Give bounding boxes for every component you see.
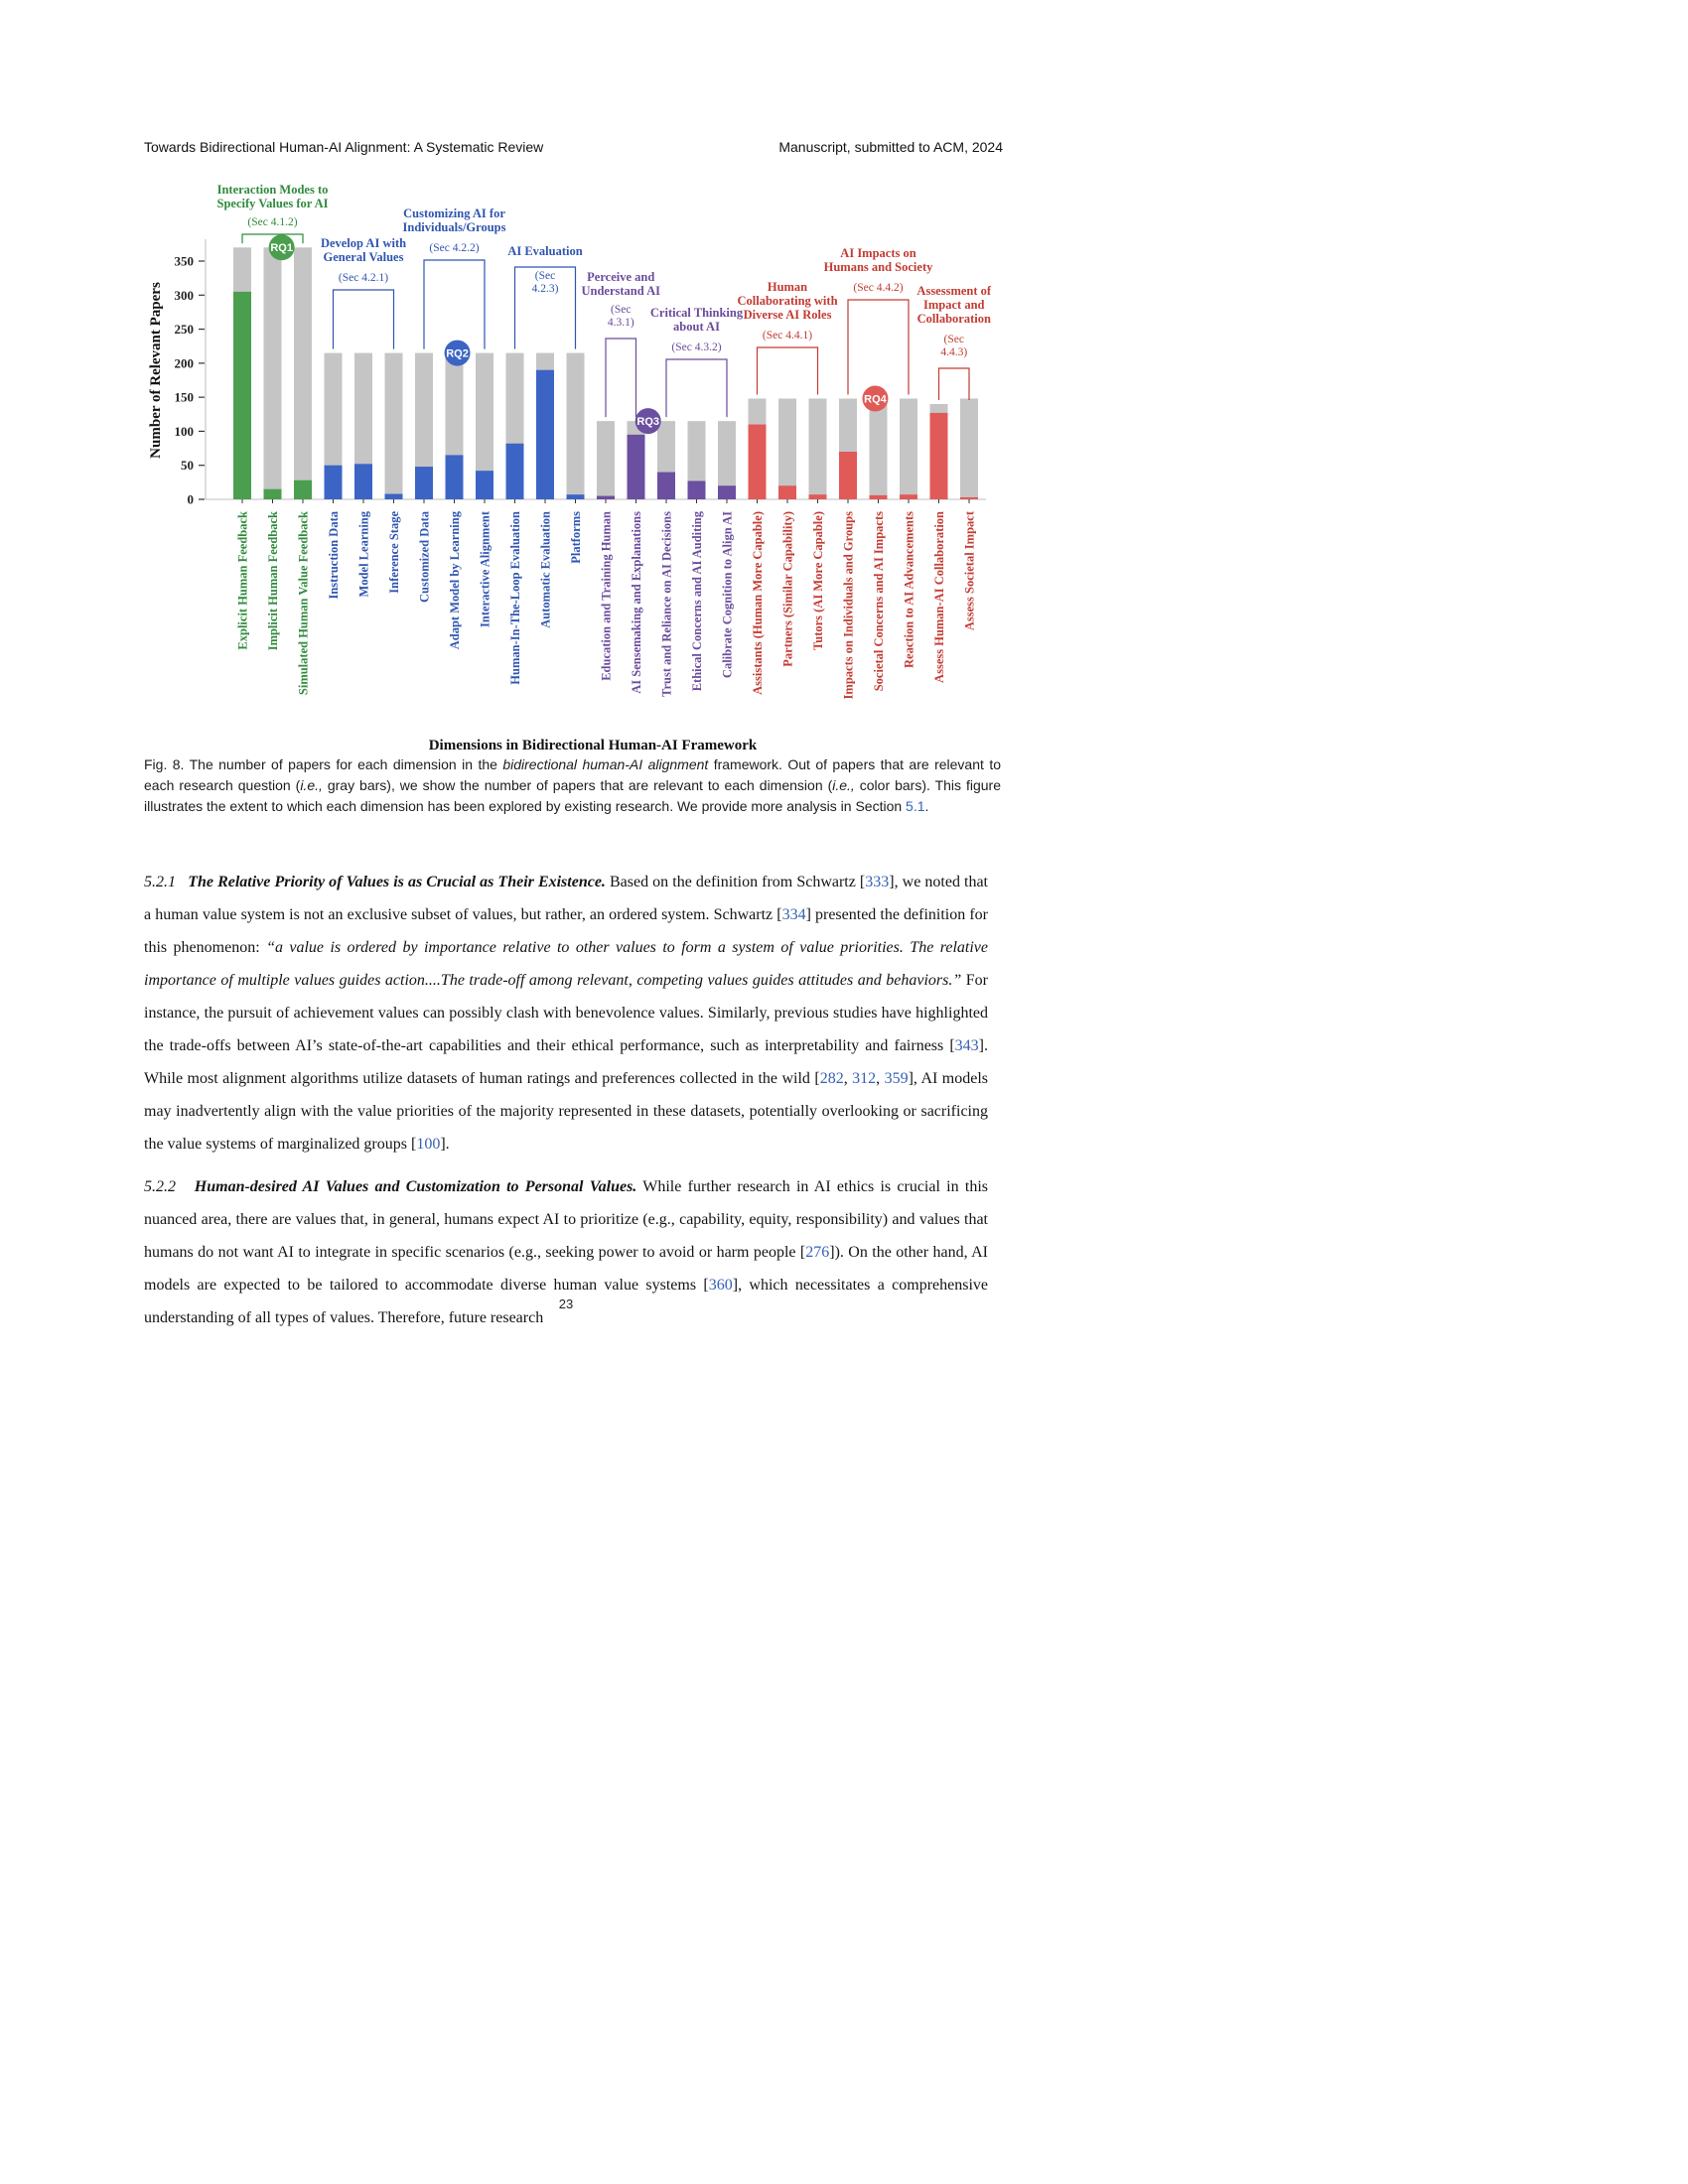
bar-colored	[385, 494, 403, 499]
ref-link[interactable]: 282	[819, 1070, 844, 1087]
text-run: ], we noted that a human value system is not an exclusive subset of values, but rather, an ordered system. Schwartz [	[144, 874, 989, 923]
text-run: ].	[440, 1136, 450, 1153]
x-tick-label: Adapt Model by Learning	[448, 511, 462, 650]
ref-link[interactable]: 360	[708, 1277, 733, 1294]
rq-badge-label: RQ2	[446, 347, 469, 360]
x-tick-label: Reaction to AI Advancements	[902, 511, 916, 668]
text-run: ] presented the definition for this phenomenon:	[144, 906, 989, 956]
text-run	[176, 1178, 195, 1195]
section-5-2-1-paragraph	[144, 866, 988, 1160]
annotation-bracket	[424, 260, 485, 349]
annotation-section-ref: (Sec 4.4.2)	[853, 282, 904, 294]
annotation-bracket	[606, 339, 636, 417]
x-tick-label: Calibrate Cognition to Align AI	[720, 511, 735, 679]
bar-chart	[144, 182, 1018, 765]
text-run: framework. Out of papers that are relevant to each research question (	[144, 756, 1001, 793]
bar-colored	[778, 485, 796, 499]
bar-gray	[900, 399, 917, 499]
text-run: ]. While most alignment algorithms utilize datasets of human ratings and preferences collected in the wild [	[144, 1037, 988, 1087]
bar-colored	[688, 480, 706, 499]
body-text	[144, 866, 988, 1334]
rq-badge-label: RQ1	[270, 242, 293, 255]
y-tick-label: 0	[187, 491, 194, 507]
ref-link[interactable]: 312	[852, 1070, 877, 1087]
text-run: Human-desired AI Values and Customization to Personal Values.	[194, 1178, 637, 1195]
annotation-section-ref: (Sec 4.4.1)	[762, 330, 813, 341]
x-tick-label: Ethical Concerns and AI Auditing	[690, 511, 704, 692]
figure-caption	[144, 754, 1001, 817]
x-tick-label: Instruction Data	[327, 511, 341, 600]
y-tick-label: 200	[174, 355, 194, 371]
bar-gray	[809, 399, 827, 499]
annotation-section-ref: (Sec 4.1.2)	[247, 216, 298, 228]
bar-gray	[385, 353, 403, 499]
bar-colored	[657, 473, 675, 499]
bar-colored	[354, 464, 372, 499]
x-tick-label: Model Learning	[356, 511, 371, 598]
figure-8	[144, 182, 1018, 765]
y-tick-label: 250	[174, 322, 194, 338]
annotation-section-ref: (Sec 4.2.1)	[338, 272, 389, 284]
bar-colored	[930, 413, 948, 499]
x-tick-label: Assess Societal Impact	[962, 511, 977, 631]
annotation-section-ref: 4.3.1)	[607, 317, 634, 329]
y-tick-label: 350	[174, 253, 194, 269]
annotation-bracket	[758, 347, 818, 395]
annotation-label: Individuals/Groups	[402, 220, 506, 234]
text-run: gray bars), we show the number of papers that are relevant to each dimension (	[322, 777, 833, 793]
annotation-section-ref: (Sec	[943, 334, 964, 345]
bar-colored	[628, 435, 645, 499]
annotation-section-ref: 4.4.3)	[940, 346, 968, 358]
annotation-section-ref: (Sec 4.3.2)	[671, 341, 722, 353]
text-run: 5.2.2	[144, 1178, 176, 1195]
text-run	[176, 874, 188, 890]
bar-gray	[597, 421, 615, 499]
x-tick-label: Assess Human-AI Collaboration	[932, 511, 946, 683]
x-tick-label: Trust and Reliance on AI Decisions	[659, 511, 674, 697]
text-run: Based on the definition from Schwartz [	[605, 874, 866, 890]
bar-colored	[870, 495, 888, 499]
bar-colored	[294, 480, 312, 499]
annotation-label: Customizing AI for	[403, 206, 505, 220]
annotation-label: Collaborating with	[737, 294, 838, 308]
page-number: 23	[558, 1297, 574, 1311]
x-tick-label: Education and Training Human	[599, 511, 614, 681]
y-tick-label: 300	[174, 287, 194, 303]
x-tick-label: Assistants (Human More Capable)	[751, 511, 765, 695]
annotation-label: Critical Thinking	[649, 306, 744, 320]
annotation-bracket	[334, 290, 394, 349]
bar-gray	[778, 399, 796, 499]
text-run: “a value is ordered by importance relative to other values to form a system of value priorities. The relative importance of multiple values guides action....The trade-off among relevant, competing values guides attitudes and behaviors.”	[144, 939, 988, 989]
text-run: The Relative Priority of Values is as Crucial as Their Existence.	[188, 874, 606, 890]
annotation-section-ref: (Sec	[534, 270, 556, 282]
annotation-label: Specify Values for AI	[216, 197, 329, 210]
ref-link[interactable]: 334	[781, 906, 806, 923]
bar-gray	[567, 353, 585, 499]
annotation-label: Perceive and	[587, 270, 655, 284]
y-tick-label: 50	[181, 458, 194, 474]
ref-link[interactable]: 100	[416, 1136, 441, 1153]
bar-colored	[718, 485, 736, 499]
text-run: bidirectional human-AI alignment	[502, 756, 709, 772]
x-tick-label: Societal Concerns and AI Impacts	[872, 511, 886, 692]
bar-colored	[749, 425, 767, 499]
annotation-section-ref: (Sec	[611, 304, 632, 316]
annotation-label: Human	[767, 280, 808, 294]
annotation-label: Impact and	[923, 298, 985, 312]
annotation-label: AI Evaluation	[507, 244, 583, 258]
x-tick-label: Customized Data	[417, 511, 432, 604]
ref-link[interactable]: 5.1	[906, 798, 925, 814]
bar-colored	[839, 452, 857, 499]
y-tick-label: 150	[174, 389, 194, 405]
x-tick-label: Partners (Similar Capability)	[780, 511, 795, 667]
text-run: ,	[843, 1070, 853, 1087]
y-tick-label: 100	[174, 423, 194, 439]
bar-colored	[233, 292, 251, 499]
annotation-label: Interaction Modes to	[216, 183, 329, 197]
annotation-label: AI Impacts on	[840, 246, 916, 260]
annotation-label: Assessment of	[916, 284, 992, 298]
annotation-label: Develop AI with	[320, 236, 407, 250]
x-axis-title: Dimensions in Bidirectional Human-AI Framework	[428, 738, 758, 753]
text-run: While further research in AI ethics is crucial in this nuanced area, there are values that, in general, humans expect AI to prioritize (e.g., capability, equity, responsibility) and values that humans do not want AI to integrate in specific scenarios (e.g., seeking power to avoid or harm people [	[144, 1178, 989, 1261]
text-run: i.e.,	[300, 777, 323, 793]
x-tick-label: Platforms	[569, 511, 583, 564]
x-tick-label: Explicit Human Feedback	[235, 511, 250, 650]
bar-colored	[476, 471, 493, 499]
page-header	[144, 139, 1003, 155]
bar-colored	[506, 444, 524, 499]
x-tick-label: Impacts on Individuals and Groups	[841, 511, 856, 700]
x-tick-label: Automatic Evaluation	[538, 511, 553, 628]
annotation-section-ref: 4.2.3)	[531, 283, 559, 295]
x-tick-label: Implicit Human Feedback	[266, 511, 280, 651]
bar-gray	[294, 247, 312, 499]
x-tick-label: Simulated Human Value Feedback	[296, 511, 311, 696]
rq-badge-label: RQ3	[636, 415, 660, 428]
annotation-bracket	[666, 359, 727, 417]
bar-colored	[536, 370, 554, 499]
text-run: 5.2.1	[144, 874, 176, 890]
bar-colored	[960, 497, 978, 499]
text-run: .	[924, 798, 929, 814]
ref-link[interactable]: 359	[884, 1070, 909, 1087]
bar-colored	[567, 494, 585, 499]
bar-colored	[415, 467, 433, 499]
x-tick-label: Interactive Alignment	[478, 511, 492, 627]
annotation-label: Diverse AI Roles	[743, 308, 832, 322]
x-tick-label: Tutors (AI More Capable)	[811, 511, 825, 650]
text-run: color bars). This figure illustrates the extent to which each dimension has been explored by existing research. We provide more analysis in Section	[144, 777, 1002, 814]
text-run: i.e.,	[832, 777, 855, 793]
bar-gray	[870, 399, 888, 499]
running-title: Towards Bidirectional Human-AI Alignment: A Systematic Review	[144, 139, 544, 155]
y-axis-title: Number of Relevant Papers	[148, 282, 164, 459]
bar-gray	[960, 399, 978, 499]
ref-link[interactable]: 276	[805, 1244, 830, 1261]
annotation-bracket	[848, 300, 909, 395]
annotation-label: General Values	[323, 250, 404, 264]
bar-colored	[446, 455, 464, 499]
text-run: For instance, the pursuit of achievement values can possibly clash with benevolence values. Similarly, previous studies have highlighted the trade-offs between AI’s state-of-the-art capabilities and their ethical performance, such as interpretability and fairness [	[144, 972, 988, 1054]
text-run: ,	[876, 1070, 885, 1087]
bar-colored	[900, 494, 917, 499]
x-tick-label: AI Sensemaking and Explanations	[630, 511, 643, 694]
ref-link[interactable]: 333	[865, 874, 890, 890]
annotation-label: Understand AI	[581, 284, 661, 298]
bar-colored	[264, 489, 282, 499]
annotation-label: Collaboration	[916, 312, 991, 326]
annotation-label: about AI	[673, 320, 720, 334]
annotation-bracket	[939, 368, 970, 400]
annotation-section-ref: (Sec 4.2.2)	[429, 242, 480, 254]
bar-colored	[325, 466, 343, 499]
x-tick-label: Inference Stage	[387, 511, 401, 594]
bar-colored	[597, 496, 615, 499]
text-run: ], AI models may inadvertently align with the value priorities of the majority represented in these datasets, potentially overlooking or sacrificing the value systems of marginalized groups [	[144, 1070, 989, 1153]
annotation-label: Humans and Society	[823, 260, 933, 274]
manuscript-note: Manuscript, submitted to ACM, 2024	[778, 139, 1003, 155]
ref-link[interactable]: 343	[954, 1037, 979, 1054]
text-run: ], which necessitates a comprehensive understanding of all types of values. Therefore, future research	[144, 1277, 989, 1326]
bar-gray	[264, 247, 282, 499]
bar-colored	[809, 494, 827, 499]
text-run: Fig. 8. The number of papers for each dimension in the	[144, 756, 503, 772]
text-run: ]). On the other hand, AI models are expected to be tailored to accommodate diverse human value systems [	[144, 1244, 988, 1294]
rq-badge-label: RQ4	[864, 393, 887, 406]
x-tick-label: Human-In-The-Loop Evaluation	[508, 511, 522, 685]
